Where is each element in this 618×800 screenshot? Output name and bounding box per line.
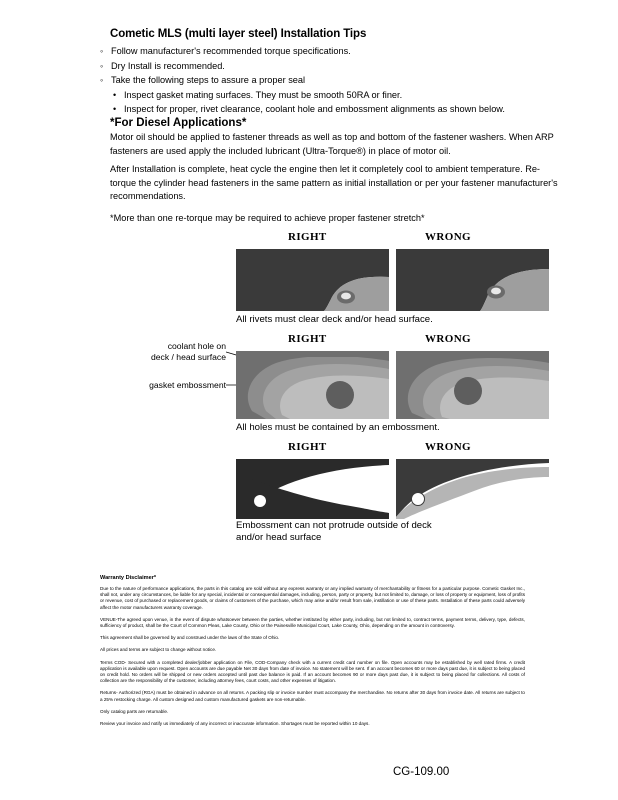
figure2-caption: All holes must be contained by an embossment. — [236, 422, 440, 433]
warranty-paragraph: Review your invoice and notify us immediately of any incorrect or inaccurate information. Shortages must be reported within 10 days. — [100, 721, 370, 727]
annotation-line: deck / head surface — [150, 352, 226, 362]
paragraph-retorque-note: *More than one re-torque may be required to achieve proper fastener stretch* — [110, 213, 425, 223]
figure1-wrong-label: WRONG — [425, 231, 471, 243]
figure3-wrong-label: WRONG — [425, 441, 471, 453]
figure3-caption-line1: Embossment can not protrude outside of deck — [236, 520, 432, 531]
annotation-line: gasket embossment — [149, 380, 226, 390]
warranty-text — [100, 586, 525, 733]
warranty-paragraph: Terms COD- Secured with a completed dealer/jobber application on File, COD-Company check with a current credit card number on file. Open accounts may be established by well rated firms. A credit application is available upon request. Open accounts are due payable Net 30 days from date of invoice. No statement will be sent. If an account becomes 60 or more days past due, it is subject to being placed on credit hold. No orders will be shipped or new orders accepted until past due balance is paid. If an account becomes 90 or more days past due, it is subject to being placed for collections. All costs of collection are the responsibility of the customer, including attorney fees, court costs, and other expenses of litigation. — [100, 659, 525, 684]
figure1-right-label: RIGHT — [288, 231, 327, 243]
figure3-right-label: RIGHT — [288, 441, 327, 453]
annotation-line: coolant hole on — [167, 341, 226, 351]
figure2-right-panel — [236, 351, 389, 419]
list-item: ◦ Follow manufacturer's recommended torque specifications. — [100, 44, 570, 59]
installation-tips-list — [100, 44, 570, 117]
figure3-wrong-panel — [396, 459, 549, 519]
paragraph-heat-cycle: After Installation is complete, heat cycle the engine then let it completely cool to ambient temperature. Re-torque the cylinder head fasteners in the same pattern as initial installation or per your fastener manufacturer's recommendations. — [110, 164, 558, 202]
list-item: • Inspect for proper, rivet clearance, coolant hole and embossment alignments as shown below. — [100, 102, 570, 117]
figure3-caption-line2: and/or head surface — [236, 532, 322, 543]
figure1-right-panel — [236, 249, 389, 311]
figure2-wrong-panel — [396, 351, 549, 419]
list-item: ◦ Dry Install is recommended. — [100, 59, 570, 74]
document-number: CG-109.00 — [393, 766, 450, 778]
page-title: Cometic MLS (multi layer steel) Installation Tips — [110, 28, 367, 40]
figure1-caption: All rivets must clear deck and/or head surface. — [236, 314, 433, 325]
warranty-paragraph: VENUE-The agreed upon venue, in the event of dispute whatsoever between the parties, whether instituted by either party, including, but not limited to, contract terms, payment terms, delivery, type, defects, sufficiency of product, shall be the Court of Common Pleas, Lake County, Ohio or the Painesville Municipal Court, Lake County, Ohio, depending on the amount in controversy. — [100, 616, 525, 629]
figure2-wrong-label: WRONG — [425, 333, 471, 345]
figure2-annotation-coolant-hole — [110, 341, 226, 363]
list-item: ◦ Take the following steps to assure a proper seal — [100, 73, 570, 88]
warranty-paragraph: All prices and terms are subject to change without notice. — [100, 647, 217, 653]
warranty-title: Warranty Disclaimer* — [100, 575, 157, 581]
list-item: • Inspect gasket mating surfaces. They must be smooth 50RA or finer. — [100, 88, 570, 103]
section-heading-diesel: *For Diesel Applications* — [110, 117, 247, 129]
paragraph-motor-oil: Motor oil should be applied to fastener threads as well as top and bottom of the fastener washers. When ARP fasteners are used apply the included lubricant (Ultra-Torque®) in place of motor oil. — [110, 132, 554, 156]
warranty-paragraph: Returns- Authorized (RGA) must be obtained in advance on all returns. A packing slip or invoice number must accompany the merchandise. No returns after 30 days from invoice date. All returns are subject to a 25% restocking charge. All custom designed and custom manufactured gaskets are non-returnable. — [100, 690, 525, 702]
figure2-annotation-embossment — [88, 380, 226, 391]
figure2-right-label: RIGHT — [288, 333, 327, 345]
warranty-paragraph: Only catalog parts are returnable. — [100, 708, 169, 714]
figure1-wrong-panel — [396, 249, 549, 311]
warranty-paragraph: This agreement shall be governed by and construed under the laws of the State of Ohio. — [100, 635, 280, 641]
figure3-right-panel — [236, 459, 389, 519]
warranty-paragraph: Due to the nature of performance applications, the parts in this catalog are sold without any express warranty or any implied warranty of merchantability or fitness for a particular purpose. Cometic Gasket Inc., shall not, under any circumstances, be liable for any special, incidental or consequential damages, including, person, party or property, but not limited to, damage, or loss of property or equipment, loss of profits or revenue, cost of purchased or replacement goods, or claims of customers of the purchase, which may arise and/or result from sale, instillation or use of these parts. Installation of these parts could adversely affect the motor manufacturers warranty coverage. — [100, 586, 525, 610]
